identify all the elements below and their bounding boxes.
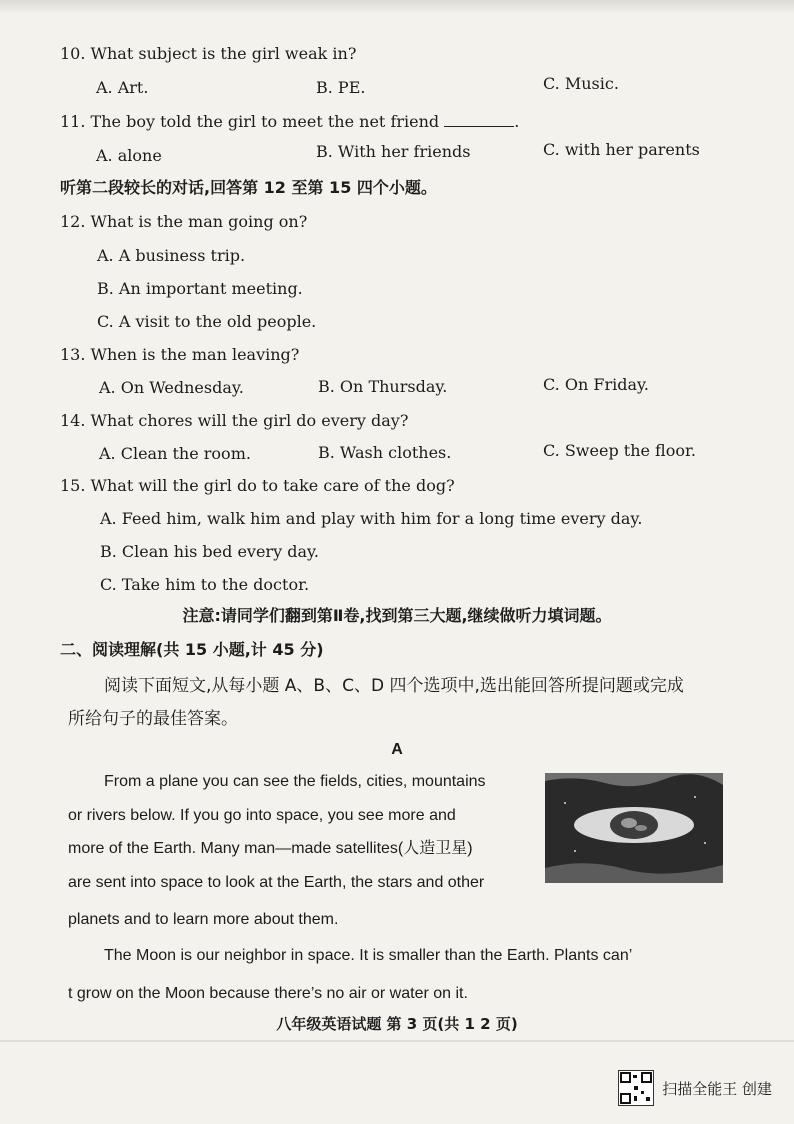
- question-11: 11. The boy told the girl to meet the net friend .: [60, 112, 520, 131]
- q13-option-a: A. On Wednesday.: [99, 378, 244, 397]
- q15-option-a: A. Feed him, walk him and play with him for a long time every day.: [100, 509, 643, 528]
- passage-line-3: more of the Earth. Many man—made satellites(人造卫星): [68, 840, 473, 857]
- question-14: 14. What chores will the girl do every day?: [60, 411, 409, 430]
- reading-instruction-2: 所给句子的最佳答案。: [68, 709, 238, 729]
- q15-option-c: C. Take him to the doctor.: [100, 575, 310, 594]
- q13-option-c: C. On Friday.: [543, 375, 649, 394]
- qr-code-icon: [618, 1070, 654, 1106]
- q10-option-c: C. Music.: [543, 74, 619, 93]
- q11-option-c: C. with her parents: [543, 140, 700, 159]
- answer-blank: [444, 112, 514, 127]
- section-instruction: 听第二段较长的对话,回答第 12 至第 15 四个小题。: [60, 178, 437, 197]
- passage-line-4: are sent into space to look at the Earth, the stars and other: [68, 874, 485, 891]
- scanner-watermark: [618, 1070, 772, 1106]
- scan-shadow: [0, 0, 794, 14]
- question-12: 12. What is the man going on?: [60, 212, 308, 231]
- question-10: 10. What subject is the girl weak in?: [60, 44, 357, 63]
- q14-option-b: B. Wash clothes.: [318, 443, 452, 462]
- q10-option-b: B. PE.: [316, 78, 366, 97]
- q12-option-b: B. An important meeting.: [97, 279, 303, 298]
- part2-heading: 二、阅读理解(共 15 小题,计 45 分): [60, 640, 324, 659]
- space-moon-image: [545, 773, 723, 883]
- page-footer: 八年级英语试题 第 3 页(共 1 2 页): [276, 1015, 518, 1033]
- passage-label: A: [391, 741, 403, 758]
- q15-option-b: B. Clean his bed every day.: [100, 542, 319, 561]
- q14-option-c: C. Sweep the floor.: [543, 441, 696, 460]
- passage-line-5: planets and to learn more about them.: [68, 911, 339, 928]
- q10-option-a: A. Art.: [96, 78, 149, 97]
- footer-divider: [0, 1040, 794, 1042]
- reading-instruction-1: 阅读下面短文,从每小题 A、B、C、D 四个选项中,选出能回答所提问题或完成: [104, 676, 684, 696]
- q12-option-c: C. A visit to the old people.: [97, 312, 317, 331]
- passage-line-1: From a plane you can see the fields, cities, mountains: [104, 773, 486, 790]
- passage-line-6: The Moon is our neighbor in space. It is smaller than the Earth. Plants can’: [104, 947, 633, 964]
- q11-option-b: B. With her friends: [316, 142, 471, 161]
- passage-line-7: t grow on the Moon because there’s no air or water on it.: [68, 985, 468, 1002]
- q13-option-b: B. On Thursday.: [318, 377, 448, 396]
- watermark-text: 扫描全能王 创建: [662, 1079, 772, 1098]
- passage-line-2: or rivers below. If you go into space, you see more and: [68, 807, 456, 824]
- question-13: 13. When is the man leaving?: [60, 345, 300, 364]
- note-text: 注意:请同学们翻到第Ⅱ卷,找到第三大题,继续做听力填词题。: [182, 606, 612, 625]
- question-15: 15. What will the girl do to take care of the dog?: [60, 476, 455, 495]
- q14-option-a: A. Clean the room.: [99, 444, 251, 463]
- q12-option-a: A. A business trip.: [97, 246, 246, 265]
- q11-option-a: A. alone: [96, 146, 162, 165]
